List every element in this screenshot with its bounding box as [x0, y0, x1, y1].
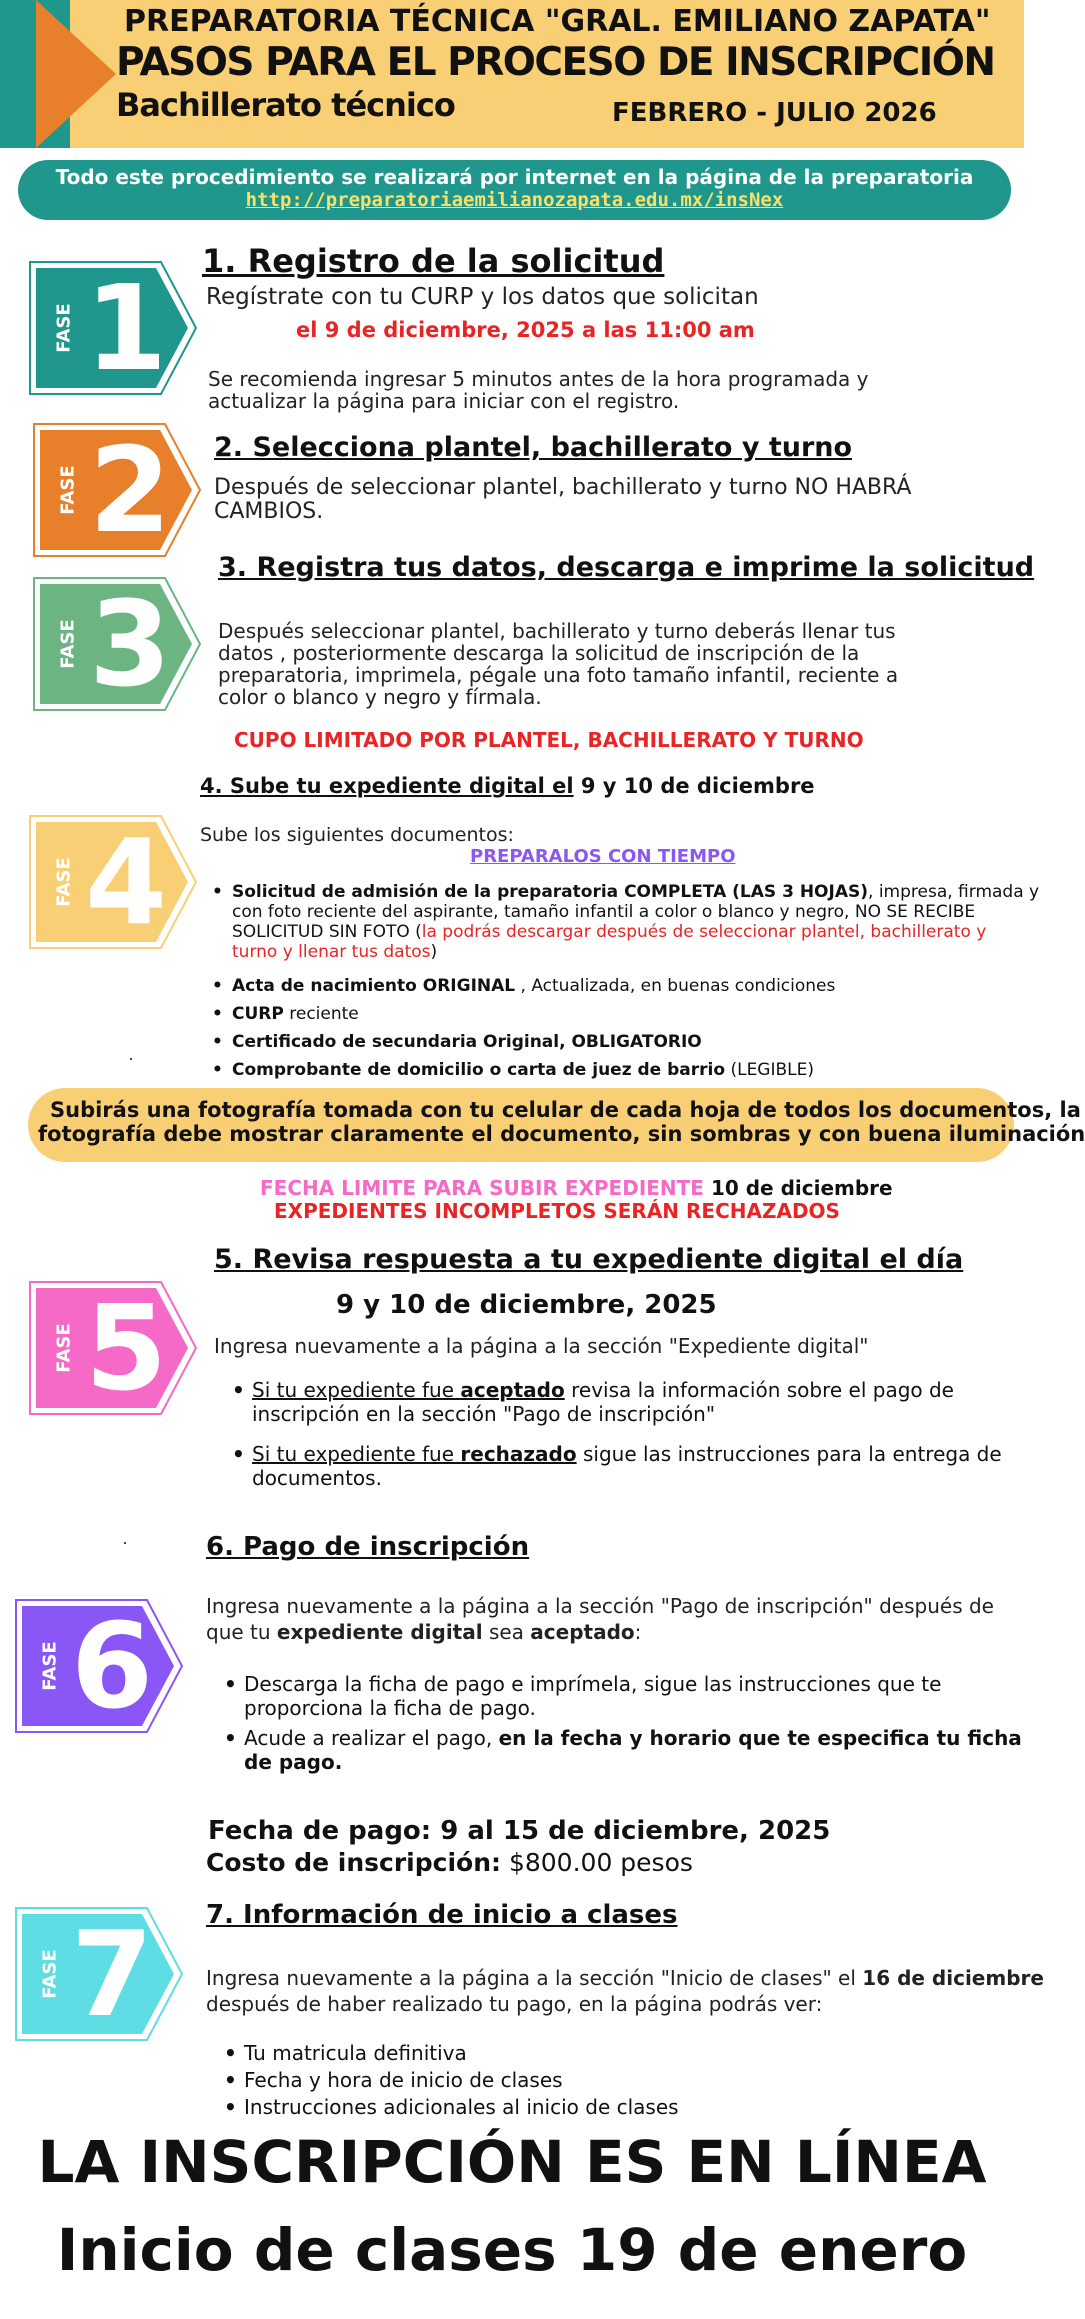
phase-6-badge: [12, 1596, 187, 1736]
photo-notice-text: [38, 1098, 1085, 1146]
step5-title: 5. Revisa respuesta a tu expediente digital el día: [214, 1244, 964, 1275]
school-name: PREPARATORIA TÉCNICA "GRAL. EMILIANO ZAPATA": [124, 4, 991, 39]
phase-7-label: FASE: [39, 1949, 61, 1999]
intro2-d: aceptado: [530, 1620, 635, 1644]
phase-3-badge: [30, 574, 205, 714]
payment-go-pay: [222, 1726, 1022, 1774]
documents-list: [210, 882, 1039, 1080]
intro2-a: que tu: [206, 1620, 277, 1644]
intro1-b: 16 de diciembre: [862, 1966, 1044, 1990]
phase-4-number: 4: [84, 813, 168, 951]
phase-1-number: 1: [84, 259, 168, 397]
step4-title-row: [200, 774, 815, 798]
step7-intro-2: después de haber realizado tu pago, en la página podrás ver:: [206, 1992, 823, 2016]
review-rejected: [230, 1442, 1002, 1490]
intro2-c: sea: [482, 1620, 531, 1644]
deadline-row: [260, 1176, 893, 1200]
step3-line-1: Después seleccionar plantel, bachillerato y turno deberás llenar tus: [218, 619, 896, 643]
banner-text: Todo este procedimiento se realizará por internet en la página de la preparatoria: [55, 165, 974, 189]
phase-5-number: 5: [84, 1279, 168, 1417]
b2-bold: en la fecha y horario que te especifica tu ficha: [498, 1726, 1022, 1750]
doc4-bold: Certificado de secundaria Original, OBLIGATORIO: [232, 1032, 702, 1052]
step1-date: el 9 de diciembre, 2025 a las 11:00 am: [296, 318, 755, 342]
phase-1-badge: [26, 258, 201, 398]
doc1-line-3-red: la podrás descargar después de seleccionar plantel, bachillerato y: [421, 922, 987, 942]
step4-tip: PREPARALOS CON TIEMPO: [470, 846, 736, 867]
phase-7-number: 7: [70, 1905, 154, 2043]
class-info-item: • Tu matricula definitiva: [222, 2040, 679, 2067]
rejected-pre: Si tu expediente fue: [252, 1442, 461, 1466]
cost-label: Costo de inscripción:: [206, 1848, 502, 1877]
step2-line-1: Después de seleccionar plantel, bachillerato y turno NO HABRÁ: [214, 475, 912, 500]
step1-title: 1. Registro de la solicitud: [202, 242, 665, 280]
registration-link[interactable]: http://preparatoriaemilianozapata.edu.mx/insNex: [245, 189, 784, 211]
phase-5-label: FASE: [53, 1323, 75, 1373]
step4-title-date: 9 y 10 de diciembre: [580, 774, 815, 798]
photo-notice-line-1: Subirás una fotografía tomada con tu celular de cada hoja de todos los documentos, la: [50, 1098, 1081, 1122]
rejected-bold: rechazado: [460, 1442, 577, 1466]
doc-item-birth-certificate: [210, 976, 1039, 996]
doc-item-curp: [210, 1004, 1039, 1024]
phase-6-label: FASE: [39, 1641, 61, 1691]
review-list: [230, 1378, 1002, 1490]
b1-line-1: Descarga la ficha de pago e imprímela, sigue las instrucciones que te: [244, 1672, 942, 1696]
doc1-line-2: con foto reciente del aspirante, tamaño infantil a color o blanco y negro, NO SE RECIBE: [232, 902, 976, 922]
step3-warning: CUPO LIMITADO POR PLANTEL, BACHILLERATO Y TURNO: [234, 728, 864, 752]
doc2-rest: , Actualizada, en buenas condiciones: [515, 976, 836, 996]
class-info-item: • Instrucciones adicionales al inicio de clases: [222, 2094, 679, 2121]
step1-note-2: actualizar la página para iniciar con el registro.: [208, 389, 680, 413]
phase-3-label: FASE: [57, 619, 79, 669]
header: [0, 0, 1024, 148]
step1-note-1: Se recomienda ingresar 5 minutos antes de la hora programada y: [208, 367, 869, 391]
payment-download: [222, 1672, 1022, 1720]
header-arrow-icon: [36, 0, 116, 148]
phase-4-label: FASE: [53, 857, 75, 907]
doc3-bold: CURP: [232, 1004, 284, 1024]
phase-1-label: FASE: [53, 303, 75, 353]
phase-2-label: FASE: [57, 465, 79, 515]
doc-item-secondary-certificate: [210, 1032, 1039, 1052]
intro1-a: Ingresa nuevamente a la página a la sección "Inicio de clases" el: [206, 1966, 863, 1990]
cost-value: $800.00 pesos: [501, 1848, 693, 1877]
photo-notice: [28, 1088, 1085, 1162]
step5-intro: Ingresa nuevamente a la página a la sección "Expediente digital": [214, 1334, 869, 1358]
accepted-rest: revisa la información sobre el pago de: [564, 1378, 954, 1402]
step2-line-2: CAMBIOS.: [214, 499, 324, 524]
doc3-rest: reciente: [283, 1004, 359, 1024]
doc2-bold: Acta de nacimiento ORIGINAL: [232, 976, 516, 996]
cost-row: [206, 1848, 693, 1877]
step4-title: 4. Sube tu expediente digital el: [200, 774, 574, 798]
step3-line-4: color o blanco y negro y fírmala.: [218, 685, 542, 709]
footer-start-date: Inicio de clases 19 de enero: [56, 2216, 968, 2284]
b1-line-2: proporciona la ficha de pago.: [244, 1696, 536, 1720]
payment-date: Fecha de pago: 9 al 15 de diciembre, 2025: [208, 1816, 831, 1846]
deadline-date: 10 de diciembre: [710, 1176, 893, 1200]
step7-title: 7. Información de inicio a clases: [206, 1900, 678, 1930]
doc1-line-3a: SOLICITUD SIN FOTO (: [232, 922, 422, 942]
doc-item-application: [210, 882, 1039, 962]
step6-title: 6. Pago de inscripción: [206, 1532, 530, 1562]
doc5-bold: Comprobante de domicilio o carta de juez de barrio: [232, 1060, 726, 1080]
b2-line-2: de pago.: [244, 1750, 343, 1774]
step6-intro-2: [206, 1620, 641, 1644]
step2-title: 2. Selecciona plantel, bachillerato y turno: [214, 432, 853, 463]
step3-line-3: preparatoria, imprimela, pégale una foto tamaño infantil, reciente a: [218, 663, 899, 687]
deadline-warning: EXPEDIENTES INCOMPLETOS SERÁN RECHAZADOS: [274, 1199, 840, 1223]
doc1-line-4-end: ): [430, 942, 438, 962]
photo-notice-line-2: fotografía debe mostrar claramente el documento, sin sombras y con buena iluminación: [38, 1122, 1085, 1146]
rejected-rest: sigue las instrucciones para la entrega de: [576, 1442, 1002, 1466]
payment-list: [222, 1672, 1022, 1774]
step3-line-2: datos , posteriormente descarga la solicitud de inscripción de la: [218, 641, 860, 665]
step6-intro-1: Ingresa nuevamente a la página a la sección "Pago de inscripción" después de: [206, 1594, 994, 1618]
online-banner: [18, 160, 1011, 220]
stray-dot-2: [124, 1542, 126, 1544]
doc-item-proof-of-address: [210, 1060, 1039, 1080]
class-info-list: [222, 2040, 679, 2121]
class-info-item: • Fecha y hora de inicio de clases: [222, 2067, 679, 2094]
footer-online: LA INSCRIPCIÓN ES EN LÍNEA: [37, 2128, 987, 2196]
step3-title: 3. Registra tus datos, descarga e imprime la solicitud: [218, 552, 1035, 583]
b2-pre: Acude a realizar el pago,: [244, 1726, 499, 1750]
step4-intro: Sube los siguientes documentos:: [200, 824, 514, 846]
period-label: FEBRERO - JULIO 2026: [612, 98, 937, 128]
stray-dot: [130, 1058, 132, 1060]
phase-3-number: 3: [88, 575, 172, 713]
accepted-pre: Si tu expediente fue: [252, 1378, 461, 1402]
accepted-line-2: inscripción en la sección "Pago de inscripción": [252, 1402, 716, 1426]
step1-line: Regístrate con tu CURP y los datos que solicitan: [206, 284, 759, 310]
phase-2-number: 2: [88, 421, 172, 559]
intro2-e: :: [634, 1620, 642, 1644]
phase-6-number: 6: [70, 1597, 154, 1735]
phase-5-badge: [26, 1278, 201, 1418]
step5-date: 9 y 10 de diciembre, 2025: [336, 1290, 717, 1320]
doc5-rest: (LEGIBLE): [725, 1060, 815, 1080]
review-accepted: [230, 1378, 1002, 1426]
page-subtitle: Bachillerato técnico: [116, 86, 455, 124]
phase-4-badge: [26, 812, 201, 952]
doc1-rest: , impresa, firmada y: [868, 882, 1040, 902]
phase-2-badge: [30, 420, 205, 560]
phase-7-badge: [12, 1904, 187, 2044]
step7-intro-1: [206, 1966, 1044, 1990]
accepted-bold: aceptado: [460, 1378, 565, 1402]
intro2-b: expediente digital: [276, 1620, 483, 1644]
doc1-bold: Solicitud de admisión de la preparatoria COMPLETA (LAS 3 HOJAS): [232, 882, 869, 902]
rejected-line-2: documentos.: [252, 1466, 382, 1490]
deadline-label: FECHA LIMITE PARA SUBIR EXPEDIENTE: [260, 1176, 704, 1200]
doc1-line-4-red: turno y llenar tus datos: [232, 942, 431, 962]
page-title: PASOS PARA EL PROCESO DE INSCRIPCIÓN: [116, 40, 995, 85]
